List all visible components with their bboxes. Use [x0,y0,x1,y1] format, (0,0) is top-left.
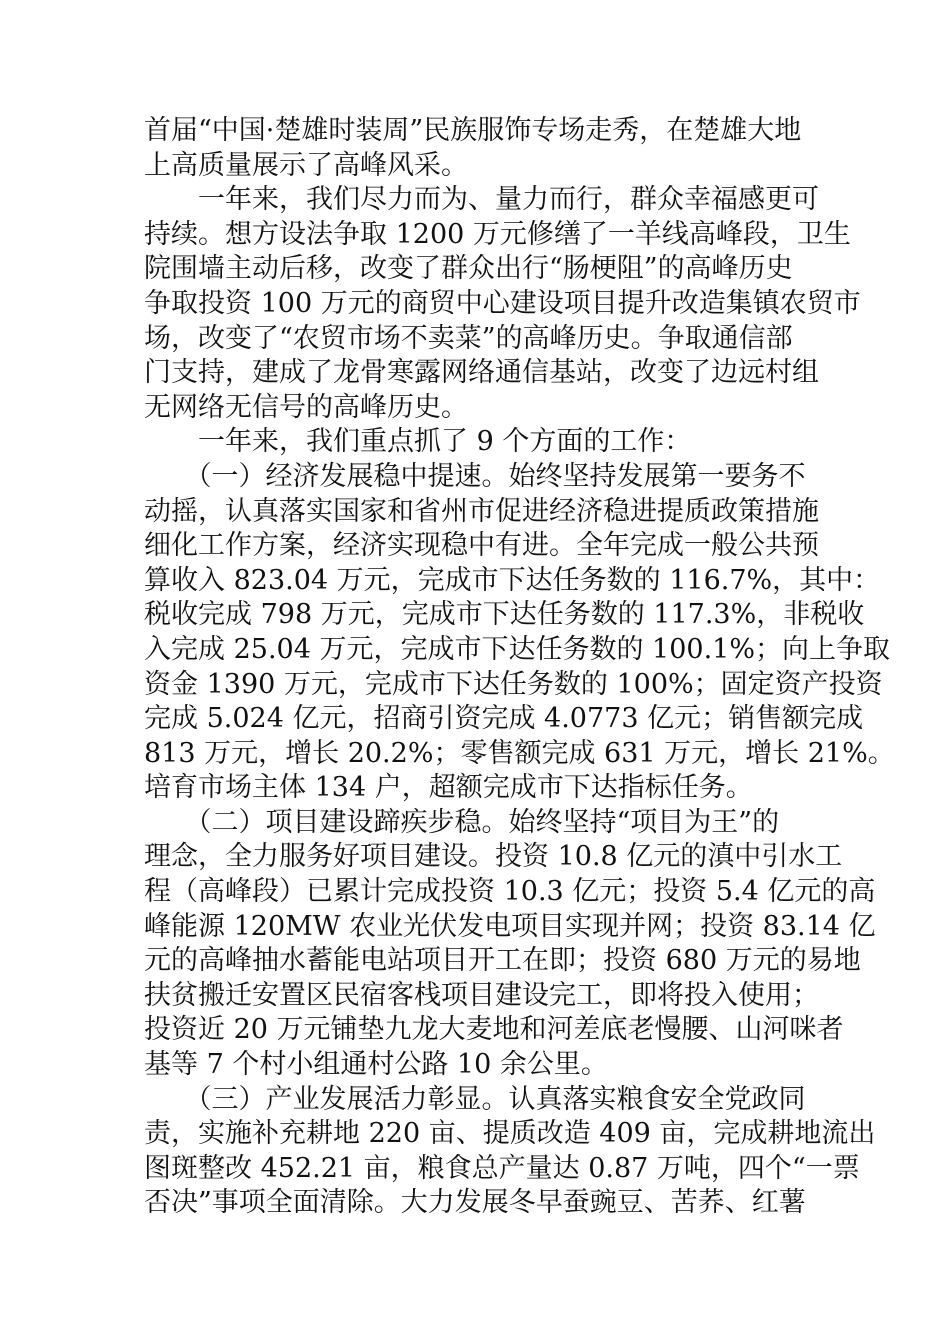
text-line: 场，改变了“农贸市场不卖菜”的高峰历史。争取通信部 [144,322,793,354]
text-line: 理念，全力服务好项目建设。投资 10.8 亿元的滇中引水工 [144,841,843,873]
text-line: 入完成 25.04 万元，完成市下达任务数的 100.1%；向上争取 [144,633,890,665]
text-line: （一）经济发展稳中提速。始终坚持发展第一要务不 [144,460,806,492]
text-line: 813 万元，增长 20.2%；零售额完成 631 万元，增长 21%。 [144,737,895,769]
text-line: 峰能源 120MW 农业光伏发电项目实现并网；投资 83.14 亿 [144,910,876,942]
text-line: 程（高峰段）已累计完成投资 10.3 亿元；投资 5.4 亿元的高 [144,876,876,908]
text-line: 图斑整改 452.21 亩，粮食总产量达 0.87 万吨，四个“一票 [144,1152,860,1184]
text-line: （三）产业发展活力彰显。认真落实粮食安全党政同 [144,1083,806,1115]
text-line: 争取投资 100 万元的商贸中心建设项目提升改造集镇农贸市 [144,287,861,319]
text-line: 资金 1390 万元，完成市下达任务数的 100%；固定资产投资 [144,668,883,700]
text-line: 培育市场主体 134 户，超额完成市下达指标任务。 [144,772,753,804]
text-line: 税收完成 798 万元，完成市下达任务数的 117.3%，非税收 [144,599,865,631]
text-line: 持续。想方设法争取 1200 万元修缮了一羊线高峰段，卫生 [144,218,851,250]
text-line: 完成 5.024 亿元，招商引资完成 4.0773 亿元；销售额完成 [144,703,864,735]
text-line: （二）项目建设蹄疾步稳。始终坚持“项目为王”的 [144,806,780,838]
text-line: 无网络无信号的高峰历史。 [144,391,468,423]
text-line: 门支持，建成了龙骨寒露网络通信基站，改变了边远村组 [144,357,819,389]
text-line: 细化工作方案，经济实现稳中有进。全年完成一般公共预 [144,530,819,562]
text-line: 元的高峰抽水蓄能电站项目开工在即；投资 680 万元的易地 [144,945,861,977]
text-line: 扶贫搬迁安置区民宿客栈项目建设完工，即将投入使用； [144,979,819,1011]
text-line: 院围墙主动后移，改变了群众出行“肠梗阻”的高峰历史 [144,253,793,285]
text-line: 首届“中国·楚雄时装周”民族服饰专场走秀，在楚雄大地 [144,115,802,146]
document-body [144,114,895,1221]
text-line: 否决”事项全面清除。大力发展冬早蚕豌豆、苦荞、红薯 [144,1187,806,1219]
text-line: 算收入 823.04 万元，完成市下达任务数的 116.7%，其中： [144,564,881,596]
text-line: 动摇，认真落实国家和省州市促进经济稳进提质政策措施 [144,495,819,527]
text-line: 责，实施补充耕地 220 亩、提质改造 409 亩，完成耕地流出 [144,1118,876,1150]
text-line: 基等 7 个村小组通村公路 10 余公里。 [144,1049,608,1081]
text-line: 一年来，我们尽力而为、量力而行，群众幸福感更可 [144,184,819,216]
text-line: 上高质量展示了高峰风采。 [144,149,468,181]
text-line: 一年来，我们重点抓了 9 个方面的工作： [144,426,692,458]
text-line: 投资近 20 万元铺垫九龙大麦地和河差底老慢腰、山河咪者 [144,1014,844,1046]
